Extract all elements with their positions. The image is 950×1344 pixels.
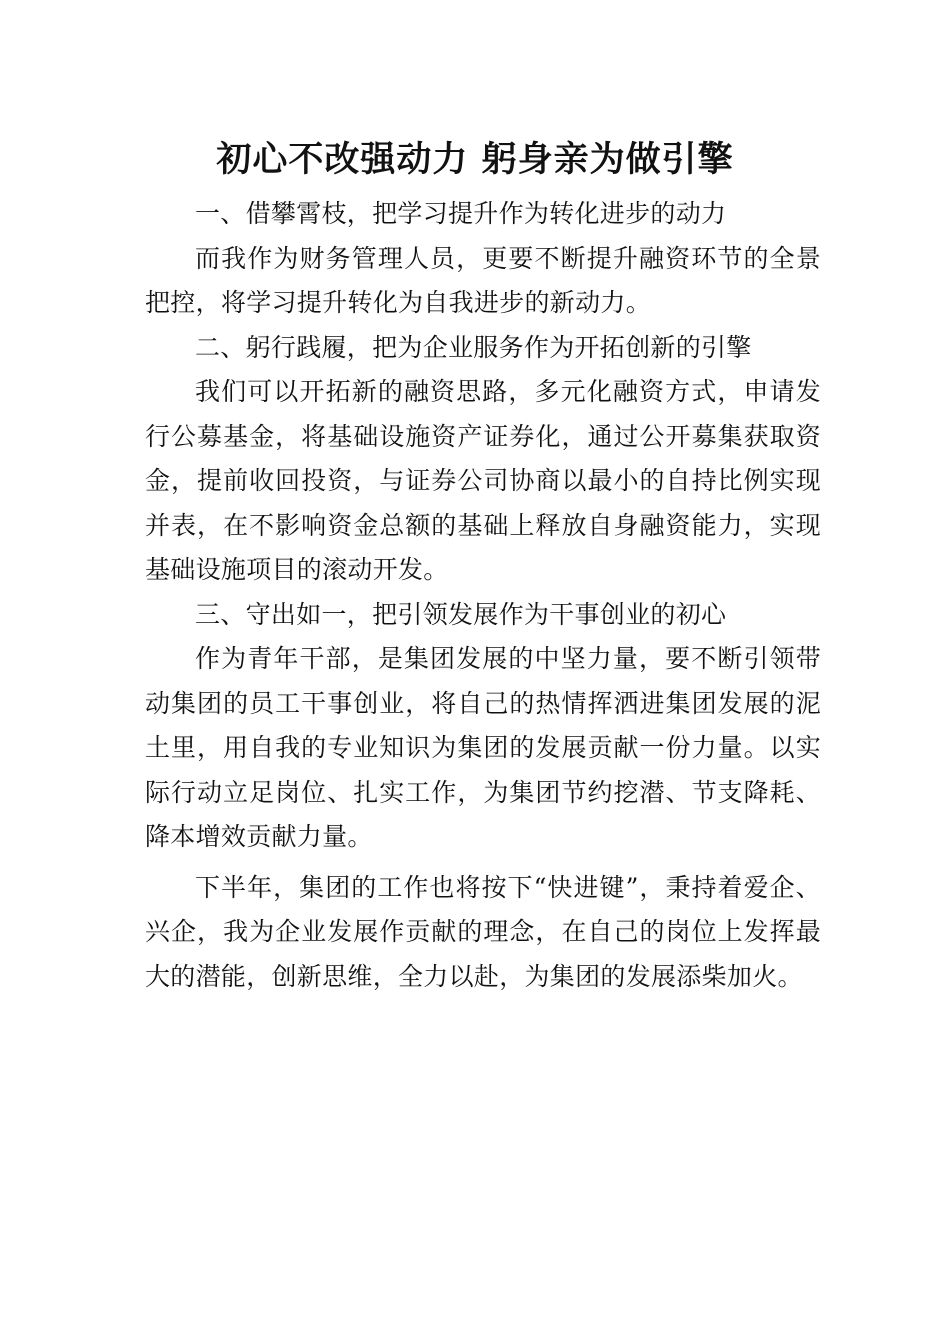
section-heading-3: 三、守出如一，把引领发展作为干事创业的初心 [195,599,727,629]
closing-paragraph: 下半年，集团的工作也将按下“快进键”，秉持着爱企、兴企，我为企业发展作贡献的理念，在自己的岗位上发挥最大的潜能，创新思维，全力以赴，为集团的发展添柴加火。 [145,872,821,991]
body-paragraph-2: 我们可以开拓新的融资思路，多元化融资方式，申请发行公募基金，将基础设施资产证券化，通过公开募集获取资金，提前收回投资，与证券公司协商以最小的自持比例实现并表，在不影响资金总额的基础上释放自身融资能力，实现基础设施项目的滚动开发。 [145,377,821,584]
body-paragraph-3: 作为青年干部，是集团发展的中坚力量，要不断引领带动集团的员工干事创业，将自己的热情挥洒进集团发展的泥土里，用自我的专业知识为集团的发展贡献一份力量。以实际行动立足岗位、扎实工作，为集团节约挖潜、节支降耗、 降本增效贡献力量。 [145,644,821,851]
section-heading-2: 二、躬行践履，把为企业服务作为开拓创新的引擎 [195,332,752,362]
body-paragraph-1: 而我作为财务管理人员，更要不断提升融资环节的全景把控，将学习提升转化为自我进步的新动力。 [145,243,821,317]
section-heading-1: 一、借攀霄枝，把学习提升作为转化进步的动力 [195,199,727,228]
document-body [145,192,821,999]
document-title: 初心不改强动力 躬身亲为做引擎 [216,140,734,180]
